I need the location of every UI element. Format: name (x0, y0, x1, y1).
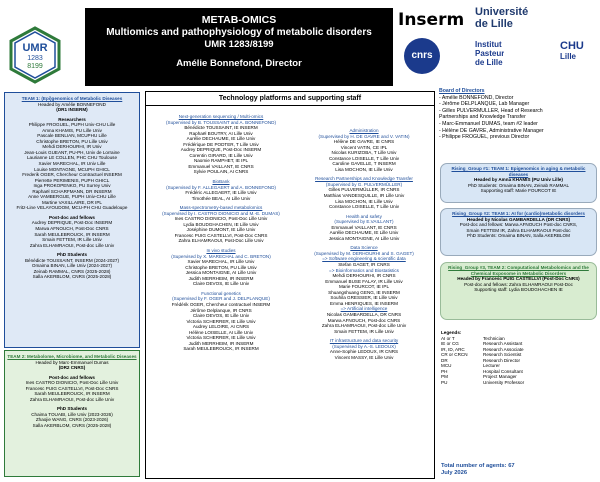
list-item: Claire DEVOS, IE Lille Univ (192, 313, 250, 319)
list-item: Zeinab RAMMAL, CNRS (2025-2028) (33, 268, 111, 274)
platform-section-title: Next-generation sequencing / Multi-omics (178, 114, 264, 119)
rising-group-3-head: Headed by Francesc PUIG CASTELLVI (Post-Doc CNRS) (457, 276, 580, 282)
list-item: Frédéric ALLEGAERT, IE Lille Univ (185, 190, 257, 196)
team2-title: TEAM 2: Metabolome, Microbiome, and Metabolic Diseases (7, 354, 137, 359)
list-item: Omaima BINAN, Lille Univ (2024-2027) (31, 263, 113, 269)
rising-group-1-head: Headed by Amna KHAMIS (PU Univ Lille) (474, 177, 563, 183)
board-of-directors (439, 88, 599, 160)
platform-section-title: Data Science (350, 245, 378, 251)
platform-section (150, 179, 292, 201)
list-item: Constance LOISELLE, T Lille Univ (328, 204, 400, 210)
umr-logo-code2: 8199 (27, 63, 43, 70)
list-item: Zahra ELHAMRAOUI, Post-doc Lille Univ (321, 323, 407, 329)
legend-abbrev: IE or CG (441, 341, 459, 347)
list-item: => Bioinformatics and Biostatistics (329, 267, 399, 273)
team1-researchers-list (7, 122, 137, 211)
list-item: Emmanuel VAILLANT, IE CNRS (331, 224, 397, 230)
list-item: Frederik OGER, Chercheur Contractuel INSERM (22, 172, 122, 178)
list-item: Victoria SCHERRER, IE Lille Univ (186, 335, 256, 341)
list-item: Sarah MEULEBROUCK, IR INSERM (34, 231, 110, 237)
list-item: Laurianne LE COLLEN, PHC CHU Toulouse (26, 155, 118, 161)
list-item: - Amélie BONNEFOND, Director (439, 94, 514, 101)
header-banner (85, 8, 393, 86)
list-item: Salla AKERBLOM, CNRS (2025-2028) (32, 423, 112, 429)
total-date: July 2026 (441, 470, 468, 476)
rising-group-1-title: Rising_Group #1: TEAM 1: Epigenomics in aging & metabolic diseases (451, 166, 586, 177)
ulille-logo (475, 6, 528, 30)
list-item: Marwa AFNOUCH, Post-Doc CNRS (35, 226, 109, 232)
platform-section (294, 214, 434, 242)
list-item: Chaima TOUABI, Lille Univ (2023-2026) (31, 411, 113, 417)
list-item: Zahra ELHAMRAOUI, Post-doc Lille Univ (29, 242, 115, 248)
list-item: Nicolas GAMBARDELLA, DR CNRS (326, 311, 402, 317)
rising-group-3 (440, 262, 597, 320)
list-item: Sarah MEULEBROUCK, IR INSERM (183, 346, 259, 352)
list-item: Emmanuel BUSE FALAY, IR Lille Univ (325, 278, 403, 284)
rising-group-2-title: Rising_Group #2: TEAM 1: AI for (cardio)metabolic disorders (452, 211, 585, 216)
chu-logo-line1: CHU (560, 40, 584, 52)
team1-researchers-title: Researchers (58, 116, 86, 122)
platform-section (150, 248, 292, 287)
list-item: Raphaël SCHARFMANN, DR INSERM (32, 188, 112, 194)
rising-group-2-postdoc-2: Smain FETTEM IR, Zahra ELHAMRAOUI Post-doc (466, 227, 571, 233)
list-item: Claire DEVOS, IE Lille Univ (192, 281, 250, 287)
rising-group-3-staff: Supporting staff: Lydia BOUDGHACHEN IE (474, 287, 563, 293)
list-item: Marwa AFNOUCH, Post-doc CNRS (327, 317, 401, 323)
platform-section-title: Mass-spectrometry-based metabolomics (179, 205, 263, 211)
list-item: Caroline GAVELLE, T INSERM (332, 161, 396, 167)
list-item: Mehdi DERHOURHI, IR Univ (42, 144, 102, 150)
legend-meaning: Research Director (483, 357, 521, 363)
list-item: Ines CASTRO DIONICIO, Post-Doc Lille Univ (25, 380, 119, 386)
platform-section-title: IT infrastructure and data security (329, 338, 399, 344)
cnrs-logo: cnrs (404, 38, 440, 74)
team1-phd-title: PhD Students (56, 252, 88, 258)
list-item: Naomie RAMPHET, IE IPL (193, 158, 249, 164)
legends-panel (441, 330, 598, 460)
list-item: Anne VAMBERGUE, PUPH Univ-CHU Lille (28, 194, 116, 200)
team2-phd-title: PhD Students (56, 406, 88, 412)
team1-postdoc-title: Post-doc and fellows (49, 214, 95, 220)
list-item: Hélène DE GAVRE, IE CNRS (333, 139, 395, 145)
list-item: Christophe BRETON, PU Lille Univ (36, 138, 108, 144)
list-item: Anne-Sophie LEDOUX, IR CNRS (329, 349, 399, 355)
list-item: Martine VAXILLAIRE, DR IPL (42, 199, 102, 205)
rising-group-2 (440, 208, 597, 256)
platform-section-supervisor: (Supervised by I. CASTRO DIONICIO and M.-E. DUMAS) (162, 210, 280, 216)
list-item: Xavier MARECHAL, IR Lille Univ (187, 259, 255, 265)
list-item: Mehdi DERHOURHI, IR CNRS (332, 273, 396, 279)
team1-title: TEAM 1: (Epi)genomics of Metabolic Diseases (21, 96, 123, 101)
list-item: - Jérôme DELPLANQUE, Lab Manager (439, 101, 530, 108)
platform-section (294, 128, 434, 172)
list-item: Sarah MEULEBROUCK, IR INSERM (34, 391, 110, 397)
list-item: => Artificial intelligence (340, 306, 388, 312)
list-item: Judith MERRHEIM, IR INSERM (188, 275, 254, 281)
list-item: Aurélie DECHAUME, IE Lille Univ (186, 136, 256, 142)
ulille-logo-line1: Université (475, 6, 529, 18)
list-item: Marie FOURCOT, IE IPL (338, 284, 390, 290)
list-item: Louise MONTAGNE, MCUPH GHICL (34, 166, 110, 172)
legend-row (441, 380, 593, 386)
list-item: Amna KHAMIS, PU Lille Univ (42, 127, 102, 133)
chu-logo-line2: Lille (560, 52, 577, 61)
list-item: Partnerships and Knowledge Transfer (439, 114, 526, 121)
platform-section-supervisor: (Supervised by H. DE GAVRE and V. VATIN) (318, 133, 410, 139)
list-item: Lisa MOCHON, IE Lille Univ (335, 166, 393, 172)
list-item: Jérôme Delplanque, IR CNRS (190, 307, 252, 313)
legend-meaning: Lecturer (483, 363, 500, 369)
team2-head-grade: (DR2 CNRS) (58, 365, 86, 371)
team1-head: Headed by Amélie BONNEFOND (38, 101, 106, 107)
list-item: Jessica MONTAIGNE, AI Lille Univ (328, 235, 400, 241)
list-item: Lydia BOUDGHACHEN, IE Lille Univ (183, 221, 259, 227)
list-item: Zahra ELHAMRAOUI, Post-doc Lille Univ (29, 396, 115, 402)
header-title: METAB-OMICS (201, 14, 277, 26)
legend-meaning: Hospital Consultant (483, 368, 523, 374)
list-item: Jean-Louis GUEANT, PU-PH, Univ de Lorraine (24, 149, 120, 155)
pasteur-logo-line1: Institut (475, 40, 502, 49)
list-item: Christophe BRETON, PU Lille Univ (185, 264, 257, 270)
list-item: Ines CASTRO DIONICIO, Post-Doc Lille Univ (174, 216, 268, 222)
legend-abbrev: DR (441, 357, 448, 363)
list-item: Timothée BEAL, AI Lille Univ (191, 195, 251, 201)
platform-section-supervisor: (Supervised by G. PULVERMÜLLER) (325, 181, 403, 187)
platforms-left-column (150, 114, 292, 356)
list-item: Zahra ELHAMRAOUI, Post-Doc Lille Univ (178, 238, 264, 244)
list-item: Corentin GIRARD, IE Lille Univ (189, 152, 253, 158)
rising-group-1-staff: Supporting staff: Marie FOURCOT IE (480, 188, 557, 194)
platform-section (150, 114, 292, 175)
platform-section (294, 245, 434, 334)
pasteur-logo-line2: Pasteur (475, 49, 505, 58)
rising-group-1-phd: PhD Students: Omaima BINAN, Zeinab RAMMAL (467, 182, 570, 188)
rising-group-2-phd: PhD Students: Omaima BINAN, Salla AKERBLOM (467, 233, 570, 239)
platforms-panel (145, 91, 435, 479)
legends-title: Legends: (441, 330, 462, 335)
list-item: Matthias VANDESQUILLE, IR Lille Univ (323, 193, 405, 199)
list-item: Joséphine DUMONT, IE Lille Univ (186, 227, 256, 233)
platform-section-title: Health and safety (346, 213, 382, 219)
legend-abbrev: PH (441, 368, 448, 374)
platform-section (150, 205, 292, 244)
team1-head-grade: (DR1 INSERM) (56, 107, 88, 113)
list-item: Nicolas KURIZOBA, T Lille Univ (331, 150, 397, 156)
rising-group-2-postdoc: Post-doc and fellows: Marwa AFNOUCH Post-doc CNRS, (459, 222, 578, 228)
legends-table (441, 336, 593, 386)
list-item: Emmanuel VAILLANT, IE CNRS (188, 163, 254, 169)
board-title: Board of Directors (439, 88, 485, 94)
legend-meaning: Technician (483, 335, 505, 341)
list-item: Bénédicte TOUSSAINT, IE INSERM (184, 125, 258, 131)
list-item: Audrey LELOIRE, AI CNRS (192, 324, 250, 330)
list-item: Audrey DEPRIQUE, Post-Doc INSERM (31, 220, 113, 226)
platform-section-title: Research Partnerships and Knowledge Transfer (315, 176, 413, 182)
list-item: Emma HENRIQUES, IE INSERM (330, 300, 398, 306)
legend-meaning: Research Scientist (483, 352, 522, 358)
list-item: Fritz-Line VELAYOUDOM, MCU-PH CHU Guadeloupe (16, 205, 128, 211)
platform-section (150, 291, 292, 352)
platform-section-title: BioBank (212, 179, 230, 185)
list-item: - Philippe FROGUEL, previous Director (439, 134, 530, 141)
list-item: Victoria SCHERRER, IE Lille Univ (186, 318, 256, 324)
rising-group-3-title: Rising_Group #3, TEAM 2: Computational Metabolomics and the Chemical Exposome in Metabolic Disorders (448, 265, 589, 276)
rising-group-1 (440, 163, 597, 203)
umr-logo-text: UMR (22, 42, 48, 54)
platform-section-title: In vivo studies (206, 248, 236, 254)
platform-section-supervisor: (Supervised by E.VAILLANT) (334, 219, 394, 225)
legend-abbrev: PM (441, 374, 448, 380)
list-item: Shuangshuang GENG, IE INSERM (328, 289, 400, 295)
ulille-logo-line2: de Lille (475, 18, 513, 30)
list-item: Xavier MARECHAL, IR Univ Lille (38, 161, 106, 167)
team2-panel (4, 350, 140, 477)
list-item: Zhaojie WANG, CNRS (2023-2026) (35, 417, 109, 423)
platforms-title: Technology platforms and supporting staff (146, 92, 434, 106)
list-item: Aurélie DECHAUME, IE Lille Univ (329, 230, 399, 236)
list-item: Smain FETTEM, IR Lille Univ (42, 237, 102, 243)
legend-abbrev: PU (441, 379, 448, 385)
platform-section-supervisor: (Supervised by F. ALLEGAERT and A. BONNEFOND) (166, 184, 276, 190)
platform-section-supervisor: (Supervised by X. MARECHAL and C. BRETON) (171, 253, 271, 259)
list-item: Bénédicte TOUSSAINT, INSERM (2024-2027) (24, 257, 120, 263)
list-item: Raphaël BOUTRY, AI Lille Univ (189, 130, 253, 136)
list-item: Francesc PUIG CASTELLVI, Post-Doc CNRS (25, 385, 119, 391)
chu-logo (560, 40, 584, 61)
legend-meaning: Research Assistant (483, 341, 523, 347)
legend-abbrev: IR, ID, ARC (441, 346, 465, 352)
team2-postdoc-title: Post-doc and fellows (49, 374, 95, 380)
platform-section (294, 176, 434, 209)
legend-abbrev: AI or T (441, 335, 455, 341)
header-umr-code: UMR 1283/8199 (204, 39, 274, 50)
platform-section-supervisor: (Supervised by F. OGER and J. DELPLANQUE) (172, 296, 270, 302)
legend-abbrev: MCU (441, 363, 452, 369)
list-item: Frédérique DE PODTER, T Lille Univ (183, 141, 259, 147)
team1-panel (4, 92, 140, 348)
platform-section-title: Functional genetics (201, 290, 241, 296)
platform-section-title: Administration (349, 128, 379, 133)
list-item: Francesc PUIG CASTELLVI, Post-Doc CNRS (174, 232, 268, 238)
pasteur-logo-line3: de Lille (475, 58, 503, 67)
list-item: Jessica MONTAIGNE, AI Lille Univ (185, 270, 257, 276)
list-item: Hélène LOISELLE, AI Lille Univ (188, 329, 254, 335)
list-item: Audrey DEPRIQUE, Post-Doc INSERM (180, 147, 262, 153)
list-item: Inga PROKOPENKO, PU Surrey Univ (33, 183, 111, 189)
list-item: Stefan GAGET, IR CNRS (338, 262, 390, 268)
header-director: Amélie Bonnefond, Director (176, 58, 302, 69)
list-item: Constance LOISELLE, T Lille Univ (328, 155, 400, 161)
platform-section-supervisor: (Supervised by B. TOUSSAINT and A. BONNEFOND) (165, 119, 277, 125)
list-item: Gilles PULVERMÜLLER, IR CNRS (328, 187, 400, 193)
legend-meaning: University Professor (483, 379, 525, 385)
list-item: Smain FETTEM, IR Lille Univ (334, 328, 394, 334)
rising-group-2-head: Headed by Nicolas GAMBARDELLA (DR CNRS) (466, 216, 571, 222)
list-item: Lisa MOCHON, IE Lille Univ (335, 198, 393, 204)
platforms-right-column (294, 128, 434, 364)
list-item: - Hélène DE GAVRE, Administrative Manager (439, 127, 544, 134)
list-item: Frédérik OGER, Chercheur contractuel INSERM (171, 301, 271, 307)
legend-meaning: Project Manager (483, 374, 517, 380)
list-item: Pierrette PERIMENIS, PUPH GHICL (34, 177, 110, 183)
list-item: Pascale BENLIAN, MCUPHU Lille (37, 133, 107, 139)
total-agents (441, 463, 515, 477)
list-item: => Software engineering & scientific data (322, 256, 406, 262)
umr-logo-code1: 1283 (27, 55, 43, 62)
platform-section-supervisor: (Supervised by M. DERHOURHI and S. GAGET) (314, 250, 414, 256)
inserm-logo: Inserm (398, 10, 465, 30)
list-item: Sylvie POULAIN, AI CNRS (193, 169, 249, 175)
platform-section (294, 338, 434, 360)
list-item: Souhila GRESSIER, IE Lille Univ (330, 295, 398, 301)
pasteur-logo (475, 40, 504, 67)
header-subtitle: Multiomics and pathophysiology of metabolic disorders (106, 27, 372, 38)
legend-abbrev: CR or CRCN (441, 352, 468, 358)
list-item: - Gilles PULVERMÜLLER, Head of Research (439, 107, 543, 114)
list-item: - Marc-Emmanuel DUMAS, team #2 leader (439, 120, 538, 127)
umr-logo (8, 26, 62, 84)
legend-meaning: Research Associate (483, 346, 524, 352)
list-item: Salla AKERBLOM, CNRS (2025-2028) (32, 274, 112, 280)
total-agents-count: Total number of agents: 67 (441, 463, 515, 469)
list-item: Vincent VATIN, CE IPL (340, 144, 388, 150)
team2-head: Headed by Marc-Emmanuel Dumas (35, 359, 109, 365)
list-item: Vincent MASSY, IE Lille Univ (334, 354, 394, 360)
list-item: Judith MERRHEIM, IR INSERM (188, 340, 254, 346)
list-item: Philippe FROGUEL, PUPH Univ-CHU Lille (28, 122, 116, 128)
platform-section-supervisor: (Supervised by A.-S. LEDOUX) (332, 343, 396, 349)
rising-group-3-postdoc: Post-doc and fellows: Zahra ELHAMRAOUI Post-Doc (464, 281, 573, 287)
